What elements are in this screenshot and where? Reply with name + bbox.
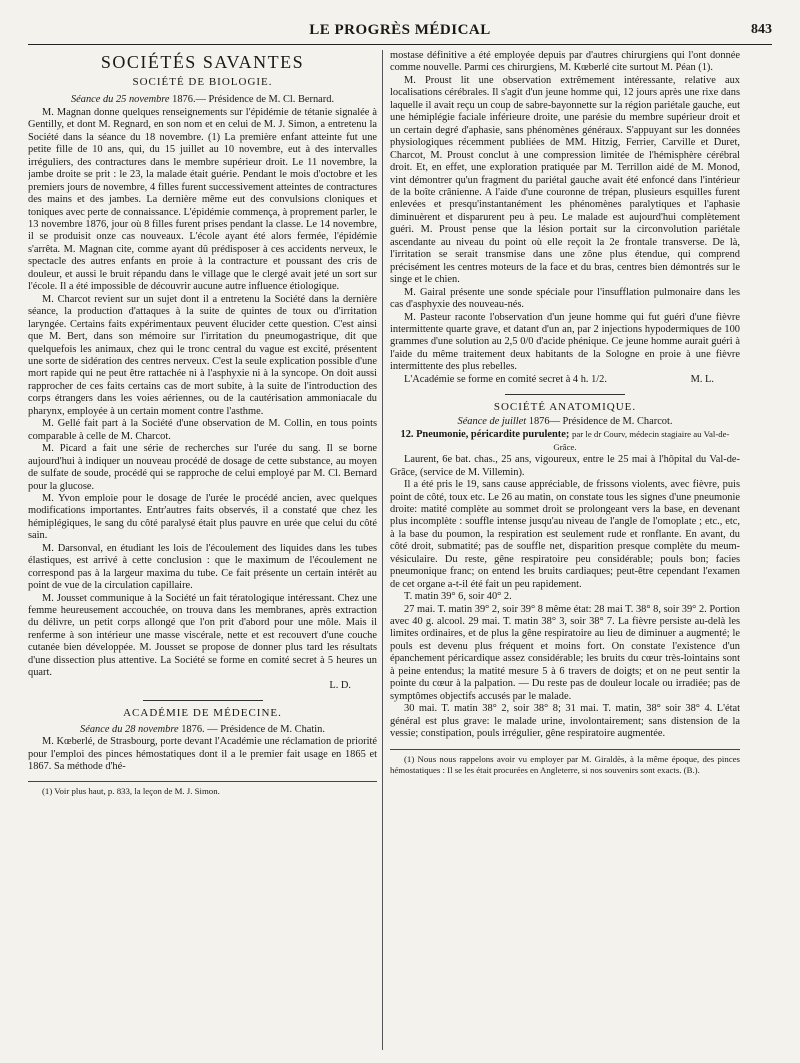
academie-heading: ACADÉMIE DE MÉDECINE. [123,707,282,720]
paragraph-laurent: Laurent, 6e bat. chas., 25 ans, vigoureux, entre le 25 mai à l'hôpital du Val-de-Grâce, (service de M. Villemin). [390,454,740,478]
academie-seance-line: Séance du 28 novembre 1876. — Présidence de M. Chatin. [80,723,325,735]
footnote-right: (1) Nous nous rappelons avoir vu employer par M. Giraldès, à la même époque, des pinces hémostatiques : Il se les était procurées en Angleterre, si nos souvenirs sont exacts. (B.). [390,753,740,775]
paragraph-temp-3: 30 mai. T. matin 38° 2, soir 38° 8; 31 mai. T. matin, 38° soir 38° 4. L'état général est plus grave: le malade urine, involontairement; sans distension de la vessie; constipation, pouls irrégulier, gêne respiratoire augmentée. [390,703,740,740]
paragraph-pasteur: M. Pasteur raconte l'observation d'un jeune homme qui fut guéri d'une fièvre intermittente quarte grave, et datant d'un an, par 2 injections hypodermiques de 100 grammes d'une solution au 2,5 0/0 d'acide phénique. Ce jeune homme aurait guéri à l'aide du même traitement deux habitants de la Sologne en proie à une fièvre intermittente des plus rebelles. [390,311,740,373]
paragraph-temp-2: 27 mai. T. matin 39° 2, soir 39° 8 même état: 28 mai T. 38° 8, soir 39° 2. Portion avec 40 g. alcool. 29 mai. T. matin 38° 3, soir 38° 7. La fièvre persiste au-delà les limites ordinaires, et de plus la gêne respiratoire au lieu de diminuer a augmenté; le pouls est devenu plus fréquent et moins fort. On constate l'existence d'un épanchement péricardique assez considérable; les bruits du cœur très-lointains sont à peine entendus; la matité mesure 5 à 6 travers de doigts; et on ne peut sentir la pointe du cœur à la palpation. — Du reste pas de douleur locale ou irradiée; pas de symptômes objectifs accusés par le malade. [390,603,740,702]
paragraph-picard: M. Picard a fait une série de recherches sur l'urée du sang. Il se borne aujourd'hui à indiquer un nouveau procédé de dosage de cette substance, au moyen de sulfate de soude, procédé qui se rapproche de celui employé par M. Cl. Bernard pour la glucose. [28,443,377,492]
paragraph-yvon: M. Yvon emploie pour le dosage de l'urée le procédé ancien, avec quelques modifications importantes. Entr'autres faits observés, il a constaté que chez les hémiplégiques, le sang du côté paralysé était plus pauvre en urée que celui du côté sain. [28,492,377,542]
paragraph-charcot: M. Charcot revient sur un sujet dont il a entretenu la Société dans la dernière séance, la production d'attaques à la suite de quintes de toux ou d'irritation laryngée. Certains faits expérimentaux peuvent élucider cette question. C'est ainsi que M. Bert, dans son mémoire sur l'irritation du pneumogastrique, dit que quelquefois les animaux, chez qui le tronc central du vague est excité, présentent une sorte de sidération des centres nerveux. C'est la seule explication possible d'une mort rapide qui ne peut être rattachée ni à l'asphyxie ni à la syncope. On doit aussi rapprocher de ces faits certains cas de mort subite, à la suite de l'introduction des corps étrangers dans les voies aériennes, ou de la cautérisation ammoniacale du pharynx, employée à un certain moment contre l'asthme. [28,293,377,417]
journal-title: LE PROGRÈS MÉDICAL [309,22,491,38]
paragraph-symptoms: Il a été pris le 19, sans cause appréciable, de frissons violents, avec fièvre, puis point de côté, toux etc. Le 26 au matin, on constate tous les signes d'une pneumonie droite: matité complète au sommet droit se prolongeant vers la base, en devenant plus incomplète : souffle intense jusqu'au niveau de l'angle de l'omoplate ; etc., etc, à la base du poumon, la respiration est seulement rude et ronflante. En avant, du côté droit, submatité; pas de souffle net, disparition presque complète du meum-vésiculaire. Du reste, gêne respiratoire peu considérable; pouls bon; facies pneumonique franc; on entend les bruits cardiaques; peut-être cependant l'examen de cet organe a-t-il été fait un peu rapidement. [390,479,740,590]
section-title: SOCIÉTÉS SAVANTES [100,52,305,72]
page-number: 843 [751,22,772,37]
paragraph-darsonval: M. Darsonval, en étudiant les lois de l'écoulement des liquides dans les tubes élastiques, est arrivé à cette conclusion : que le maximum de l'écoulement ne correspond pas à la largeur maxima du tube. Ce fait présente un certain intérêt au point de vue de la circulation capillaire. [28,542,377,592]
paragraph-proust: M. Proust lit une observation extrêmement intéressante, relative aux localisations cérébrales. Il s'agit d'un jeune homme qui, 12 jours après une rixe dans laquelle il avait reçu un coup de sabre-bayonnette sur la région pariétale gauche, eut une hémiplégie faciale inférieure droite, une parésie du membre supérieur droit et un certain degré d'aphasie, sans phénomènes généraux. S'appuyant sur les données physiologiques récemment publiées de MM. Hitzig, Ferrier, Carville et Duret, Charcot, M. Proust conclut à une compression limitée de l'hémisphère cérébral droit. Et, en effet, une exploration pratiquée par M. Terrillon aidé de M. Monod, vint démontrer qu'un fragment du pariétal gauche avait été enfoncé dans l'intérieur de la boîte crânienne. A l'aide d'une couronne de trépan, plusieurs esquilles furent enlevées et presqu'instantanément les phénomènes paralytiques et l'aphasie diminuèrent et disparurent peu à peu. Le malade est aujourd'hui complètement guéri. M. Proust pense que la lésion portait sur la circonvolution pariétale ascendante au niveau du point où elle reçoit la 2e frontale transverse. De là, l'irritation se serait transmise dans une zône plus étendue, qui comprend précisément les centres moteurs de la face et du bras, centres bien démontrés sur le singe et le chien. [390,74,740,286]
paragraph-magnan: M. Magnan donne quelques renseignements sur l'épidémie de tétanie signalée à Gentilly, et dont M. Regnard, en son nom et en celui de M. J. Simon, a entretenu la Société dans la séance du 18 novembre. (1) La première enfant atteinte fut une petite fille de 10 ans, qui, du 15 juillet au 10 novembre, eut à des intervalles irréguliers, des contractures dans le membre supérieur droit. Le 11 novembre, la jambe droite se prit : le 23, la malade était guérie. Pendant le mois d'octobre et les premiers jours de novembre, 4 filles furent successivement atteintes de contractures des mains et des jambes. La dernière même eut des convulsions cloniques et toniques avec perte de connaissance. L'épidémie commença, à proprement parler, le 13 novembre 1876, jour où 8 filles furent prises pendant la classe. Le 14 novembre, il se produisit onze cas nouveaux. L'école ayant été alors fermée, l'épidémie s'arrêta. M. Magnan cite, comme ayant dû prédisposer à ces accidents nerveux, le spectacle des autres enfants en proie à la contracture et poussant des cris de douleur, et aussi le bruit répandu dans le village que le clergé avait jeté un sort sur l'école. Il a été impossible de découvrir aucune autre influence étiologique. [28,106,377,293]
paragraph-hemostase: mostase définitive a été employée depuis par d'autres chirurgiens qui l'ont donnée comme nouvelle. Parmi ces chirurgiens, M. Kœberlé cite surtout M. Péan (1). [390,50,740,74]
anatomique-heading: SOCIÉTÉ ANATOMIQUE. [493,401,637,414]
right-column [390,50,740,1050]
paragraph-temp-1: T. matin 39° 6, soir 40° 2. [404,591,512,603]
society-heading: SOCIÉTÉ DE BIOLOGIE. [132,76,273,88]
signature: M. L. [690,373,714,385]
paragraph-gelle: M. Gellé fait part à la Société d'une observation de M. Collin, en tous points comparable à celle de M. Charcot. [28,418,377,442]
running-header [28,22,772,45]
seance-line: Séance du 25 novembre 1876.— Présidence de M. Cl. Bernard. [70,94,335,106]
footnote-rule [28,781,377,782]
case-title: 12. Pneumonie, péricardite purulente; par le dr Courv, médecin stagiaire au Val-de-Grâce. [400,429,730,453]
signature: L. D. [329,679,351,691]
left-column [28,50,377,1050]
footnote-rule [390,749,740,750]
paragraph-comite: L'Académie se forme en comité secret à 4 h. 1/2. M. L. [390,374,740,386]
separator-rule [505,394,625,395]
anatomique-seance-line: Séance de juillet 1876— Présidence de M. Charcot. [457,415,673,427]
column-divider [382,50,383,1050]
paragraph-koeberle: M. Kœberlé, de Strasbourg, porte devant l'Académie une réclamation de priorité pour l'emploi des pinces hémostatiques dont il a le premier fait usage en 1865 et 1867. Sa méthode d'hé- [28,736,377,773]
paragraph-jousset: M. Jousset communique à la Société un fait tératologique intéressant. Chez une femme heureusement accouchée, on trouva dans les membranes, après extraction du délivre, un petit corps allongé que l'on prit d'abord pour une môle. Mais il renferme à son intérieur une masse viscérale, nette et est recouvert d'une couche cutanée bien développée. M. Jousset se propose de donner plus tard les résultats d'une dissection plus attentive. La Société se forme en comité secret à 5 heures un quart. [28,592,377,679]
footnote-left: (1) Voir plus haut, p. 833, la leçon de M. J. Simon. [42,786,220,797]
paragraph-gairal: M. Gairal présente une sonde spéciale pour l'insufflation pulmonaire dans les cas d'asphyxie des nouveau-nés. [390,286,740,311]
separator-rule [143,700,263,701]
